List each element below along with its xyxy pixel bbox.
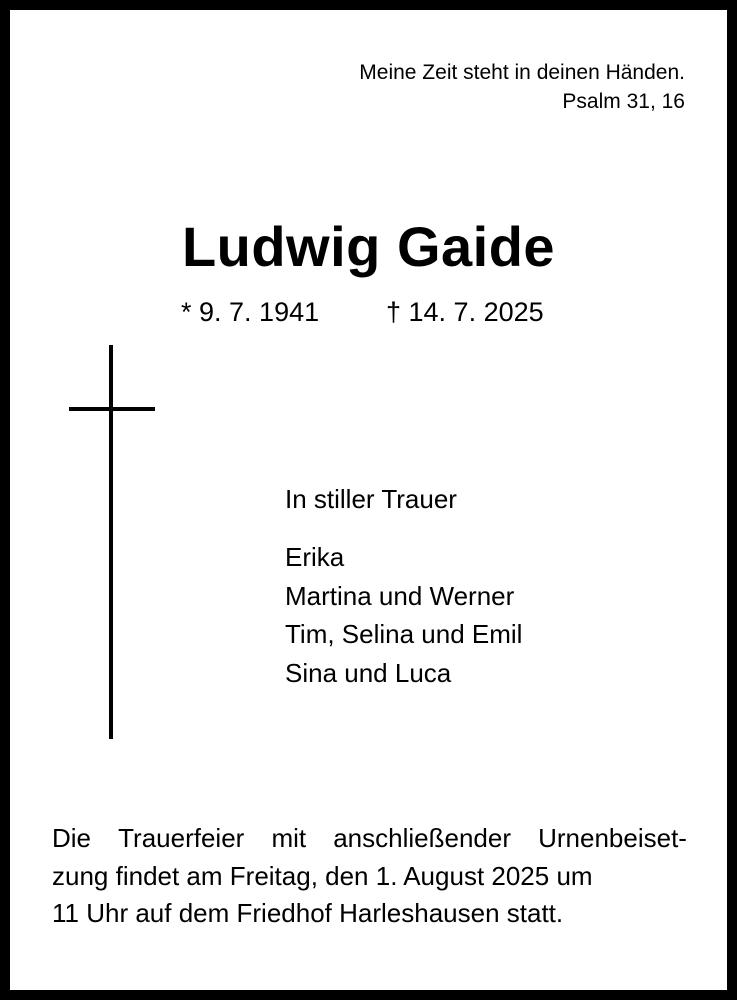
notice-word: anschließender: [333, 823, 511, 853]
notice-line: [52, 820, 687, 858]
notice-word: Urnenbeiset-: [538, 823, 687, 853]
family-list: [285, 538, 522, 692]
verse-reference: Psalm 31, 16: [562, 90, 685, 113]
cross-horizontal-bar: [69, 407, 155, 411]
bible-verse: [359, 58, 685, 116]
notice-line: 11 Uhr auf dem Friedhof Harleshausen statt.: [52, 898, 564, 928]
verse-text: Meine Zeit steht in deinen Händen.: [359, 61, 685, 84]
birth-date: * 9. 7. 1941: [181, 297, 320, 327]
family-member: Sina und Luca: [285, 657, 452, 688]
notice-word: Die: [52, 823, 92, 853]
family-member: Erika: [285, 542, 345, 572]
notice-word: Trauerfeier: [118, 823, 245, 853]
mourning-heading: In stiller Trauer: [285, 484, 457, 514]
cross-vertical-bar: [109, 345, 113, 739]
death-date: † 14. 7. 2025: [386, 297, 544, 327]
notice-line: zung findet am Freitag, den 1. August 2025 um: [52, 860, 593, 891]
funeral-notice: [52, 820, 687, 933]
family-member: Martina und Werner: [285, 580, 515, 611]
family-member: Tim, Selina und Emil: [285, 619, 523, 649]
notice-word: mit: [271, 823, 307, 853]
deceased-name: Ludwig Gaide: [181, 215, 556, 278]
